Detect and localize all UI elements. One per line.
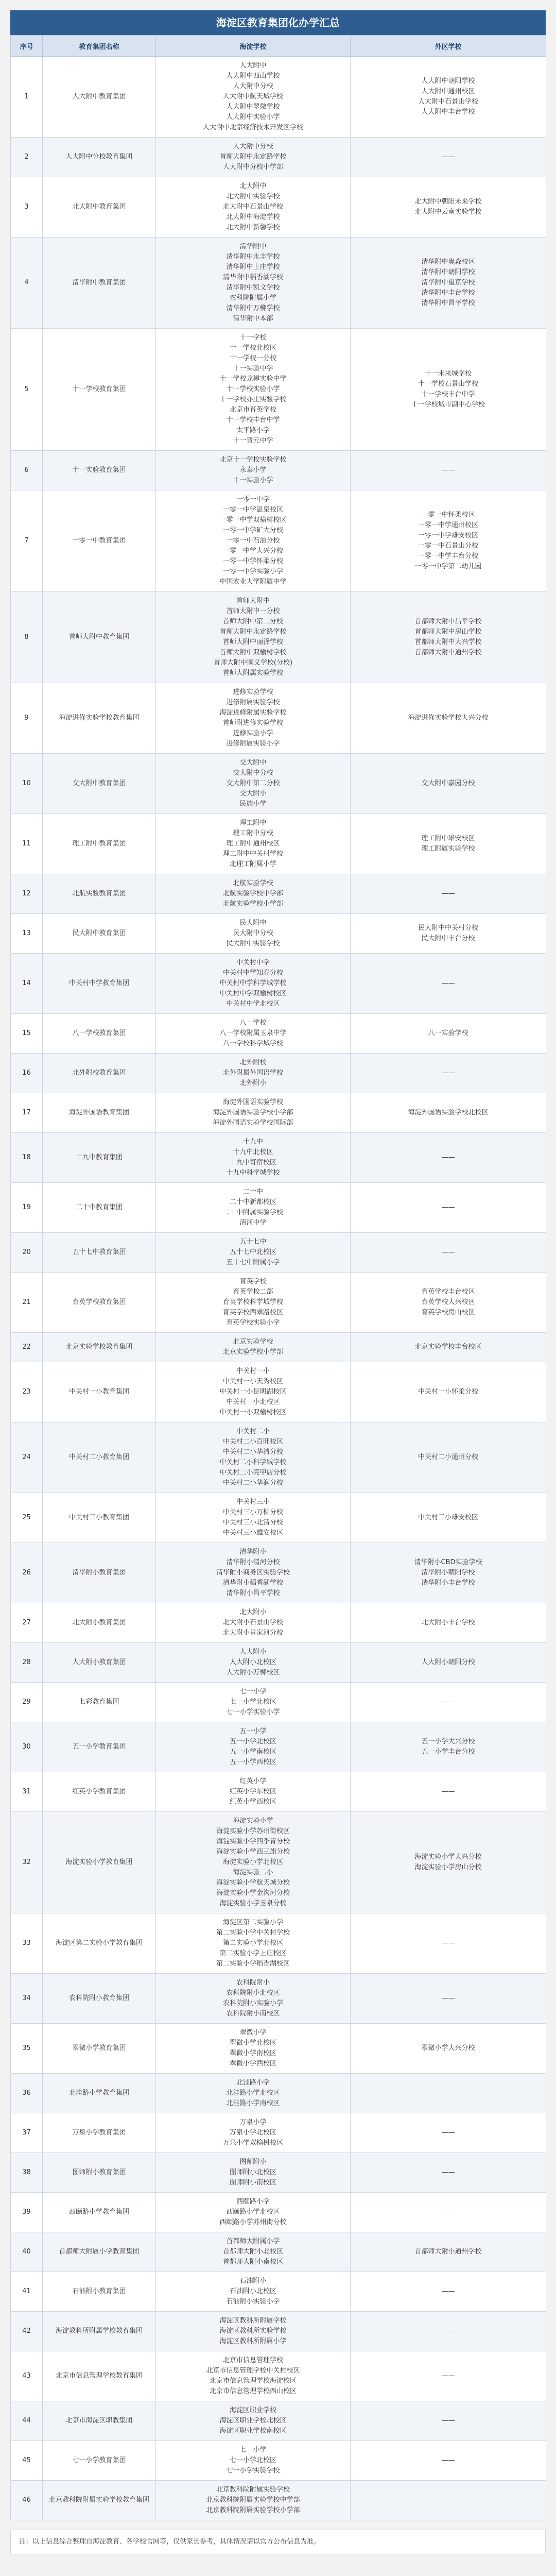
table-row [11, 329, 546, 451]
cell-group-name: 清华附小教育集团 [43, 1543, 156, 1603]
cell-no: 12 [11, 874, 43, 914]
cell-no: 24 [11, 1422, 43, 1493]
cell-outside-schools: 五一小学大兴分校 五一小学丰台分校 [351, 1722, 546, 1772]
cell-haidian-schools: 人大附中分校 首师大附中永定路学校 人大附中分校小学部 [156, 138, 351, 177]
cell-no: 15 [11, 1014, 43, 1054]
cell-outside-schools: 八一实验学校 [351, 1014, 546, 1054]
cell-no: 3 [11, 177, 43, 238]
table-body [11, 57, 546, 2520]
cell-no: 22 [11, 1333, 43, 1362]
cell-group-name: 北京实验学校教育集团 [43, 1333, 156, 1362]
cell-outside-schools: 人大附中朝阳学校 人大附中通州校区 人大附中石景山学校 人大附中丰台学校 [351, 57, 546, 138]
cell-no: 20 [11, 1233, 43, 1273]
cell-outside-schools: —— [351, 954, 546, 1014]
cell-haidian-schools: 北大附小 北大附小石景山学校 北大附小肖家河分校 [156, 1603, 351, 1643]
cell-group-name: 十一学校教育集团 [43, 329, 156, 451]
schools-table [10, 35, 546, 2520]
cell-haidian-schools: 人大附中 人大附中西山学校 人大附中分校 人大附中航天城学校 人大附中翠微学校 人大附中实验小学 人大附中北京经济技术开发区学校 [156, 57, 351, 138]
table-row [11, 177, 546, 238]
cell-haidian-schools: 中关村一小 中关村一小天秀校区 中关村一小昆明湖校区 中关村一小北校区 中关村一小双榆树校区 [156, 1362, 351, 1422]
cell-outside-schools: 首都师大附中昌平学校 首都师大附中房山学校 首都师大附中大兴学校 首都师大附中通州学校 [351, 592, 546, 683]
cell-no: 19 [11, 1183, 43, 1233]
cell-no: 31 [11, 1772, 43, 1812]
cell-outside-schools: 北大附中朝阳未来学校 北大附中云南实验学校 [351, 177, 546, 238]
cell-no: 28 [11, 1643, 43, 1683]
cell-haidian-schools: 五十七中 五十七中北校区 五十七中附属小学 [156, 1233, 351, 1273]
cell-group-name: 北外附校教育集团 [43, 1054, 156, 1093]
cell-outside-schools: 育英学校丰台校区 育英学校大兴校区 育英学校房山校区 [351, 1273, 546, 1333]
cell-group-name: 育英学校教育集团 [43, 1273, 156, 1333]
cell-haidian-schools: 二十中 二十中新都校区 二十中附属实验学校 清河中学 [156, 1183, 351, 1233]
cell-outside-schools: 北京实验学校丰台校区 [351, 1333, 546, 1362]
table-row [11, 754, 546, 814]
cell-group-name: 一零一中教育集团 [43, 490, 156, 592]
table-row [11, 914, 546, 954]
cell-no: 44 [11, 2401, 43, 2441]
cell-group-name: 理工附中教育集团 [43, 814, 156, 874]
cell-no: 25 [11, 1493, 43, 1543]
cell-outside-schools: —— [351, 1133, 546, 1183]
header-no: 序号 [11, 36, 43, 57]
cell-outside-schools: 中关村二小通州分校 [351, 1422, 546, 1493]
cell-haidian-schools: 北京教科院附属实验学校 北京教科院附属实验学校中学部 北京教科院附属实验学校小学部 [156, 2481, 351, 2520]
cell-haidian-schools: 育英学校 育英学校二部 育英学校科学城学校 育英学校西翠路校区 育英学校实验小学 [156, 1273, 351, 1333]
cell-no: 9 [11, 683, 43, 754]
table-row [11, 592, 546, 683]
table-row [11, 1603, 546, 1643]
table-row [11, 1772, 546, 1812]
cell-haidian-schools: 北航实验学校 北航实验学校中学部 北航实验学校小学部 [156, 874, 351, 914]
cell-group-name: 海淀外国语教育集团 [43, 1093, 156, 1133]
table-row [11, 1422, 546, 1493]
cell-haidian-schools: 翠微小学 翠微小学北校区 翠微小学南校区 翠微小学西校区 [156, 2024, 351, 2074]
cell-group-name: 北京市海淀区职教集团 [43, 2401, 156, 2441]
page-container [10, 0, 546, 2554]
cell-haidian-schools: 图师附小 图师附小北校区 图师附小南校区 [156, 2153, 351, 2193]
cell-no: 1 [11, 57, 43, 138]
table-row [11, 2272, 546, 2312]
footnote: 注：以上信息综合整理自海淀教育、各学校官网等，仅供家长参考，具体情况请以官方公布信息为准。 [10, 2530, 546, 2554]
cell-no: 32 [11, 1812, 43, 1913]
cell-outside-schools: —— [351, 1772, 546, 1812]
table-row [11, 238, 546, 329]
table-row [11, 2441, 546, 2481]
cell-group-name: 民大附中教育集团 [43, 914, 156, 954]
cell-group-name: 农科院附小教育集团 [43, 1974, 156, 2024]
table-row [11, 1014, 546, 1054]
cell-no: 6 [11, 451, 43, 490]
table-row [11, 2232, 546, 2272]
cell-group-name: 七一小学教育集团 [43, 2441, 156, 2481]
cell-haidian-schools: 五一小学 五一小学北校区 五一小学南校区 五一小学西校区 [156, 1722, 351, 1772]
cell-haidian-schools: 清华附小 清华附小清河分校 清华附小商务区实验学校 清华附小稻香湖学校 清华附小昌平学校 [156, 1543, 351, 1603]
cell-group-name: 翠微小学教育集团 [43, 2024, 156, 2074]
cell-outside-schools: —— [351, 2312, 546, 2351]
cell-no: 37 [11, 2113, 43, 2153]
cell-group-name: 人大附中分校教育集团 [43, 138, 156, 177]
cell-haidian-schools: 中关村三小 中关村三小万柳分校 中关村三小北清分校 中关村三小雄安校区 [156, 1493, 351, 1543]
cell-outside-schools: 交大附中嘉园分校 [351, 754, 546, 814]
cell-haidian-schools: 北京十一学校实验学校 永泰小学 十一实验小学 [156, 451, 351, 490]
cell-group-name: 北大附小教育集团 [43, 1603, 156, 1643]
cell-no: 4 [11, 238, 43, 329]
cell-outside-schools: —— [351, 2481, 546, 2520]
cell-outside-schools: —— [351, 2272, 546, 2312]
table-row [11, 814, 546, 874]
cell-outside-schools: 首都师大附小通州学校 [351, 2232, 546, 2272]
table-row [11, 2113, 546, 2153]
cell-no: 10 [11, 754, 43, 814]
cell-group-name: 十一实验教育集团 [43, 451, 156, 490]
table-row [11, 874, 546, 914]
table-row [11, 1233, 546, 1273]
cell-outside-schools: —— [351, 2441, 546, 2481]
cell-no: 46 [11, 2481, 43, 2520]
cell-no: 21 [11, 1273, 43, 1333]
cell-haidian-schools: 海淀实验小学 海淀实验小学苏州街校区 海淀实验小学四季青分校 海淀实验小学西三旗分校 海淀实验小学北校区 海淀实验二小 海淀实验小学航天城分校 海淀实验小学金沟河分校 海淀实验小学玉泉分校 [156, 1812, 351, 1913]
cell-group-name: 西颐路小学教育集团 [43, 2193, 156, 2232]
table-row [11, 1913, 546, 1974]
cell-group-name: 海淀进修实验学校教育集团 [43, 683, 156, 754]
cell-no: 23 [11, 1362, 43, 1422]
cell-haidian-schools: 北京市信息管理学校 北京市信息管理学校中关村校区 北京市信息管理学校海淀校区 北京市信息管理学校西山校区 [156, 2351, 351, 2401]
cell-no: 41 [11, 2272, 43, 2312]
cell-haidian-schools: 北洼路小学 北洼路小学北校区 北洼路小学南校区 [156, 2074, 351, 2113]
table-row [11, 1333, 546, 1362]
table-header [11, 36, 546, 57]
header-haidian: 海淀学校 [156, 36, 351, 57]
page-title: 海淀区教育集团化办学汇总 [10, 10, 546, 35]
cell-no: 45 [11, 2441, 43, 2481]
cell-haidian-schools: 中关村二小 中关村二小百旺校区 中关村二小华清分校 中关村二小科学城学校 中关村二小亮甲店分校 中关村二小华润分校 [156, 1422, 351, 1493]
cell-haidian-schools: 首都师大附属小学 首都师大附小北校区 首都师大附小南校区 [156, 2232, 351, 2272]
table-row [11, 1683, 546, 1722]
cell-outside-schools: —— [351, 1913, 546, 1974]
table-row [11, 2401, 546, 2441]
cell-no: 36 [11, 2074, 43, 2113]
cell-haidian-schools: 清华附中 清华附中永丰学校 清华附中上庄学校 清华附中稻香湖学校 清华附中凯文学校 农科院附属小学 清华附中万柳学校 清华附中本部 [156, 238, 351, 329]
cell-haidian-schools: 七一小学 七一小学北校区 七一小学实验学校 [156, 2441, 351, 2481]
cell-outside-schools: —— [351, 2351, 546, 2401]
table-row [11, 490, 546, 592]
cell-group-name: 十九中教育集团 [43, 1133, 156, 1183]
cell-group-name: 人大附中教育集团 [43, 57, 156, 138]
cell-no: 11 [11, 814, 43, 874]
cell-haidian-schools: 八一学校 八一学校附属玉泉中学 八一学校科学城学校 [156, 1014, 351, 1054]
table-row [11, 1183, 546, 1233]
cell-haidian-schools: 民大附中 民大附中分校 民大附中实验学校 [156, 914, 351, 954]
cell-haidian-schools: 西颐路小学 西颐路小学北校区 西颐路小学苏州街分校 [156, 2193, 351, 2232]
cell-no: 17 [11, 1093, 43, 1133]
cell-outside-schools: 理工附中雄安校区 理工附属实验学校 [351, 814, 546, 874]
cell-group-name: 图师附小教育集团 [43, 2153, 156, 2193]
table-row [11, 1362, 546, 1422]
table-row [11, 1543, 546, 1603]
cell-outside-schools: —— [351, 2193, 546, 2232]
cell-haidian-schools: 北大附中 北大附中实验学校 北大附中石景山学校 北大附中海淀学校 北大附中新馨学校 [156, 177, 351, 238]
cell-group-name: 红英小学教育集团 [43, 1772, 156, 1812]
cell-group-name: 首师大附中教育集团 [43, 592, 156, 683]
cell-no: 35 [11, 2024, 43, 2074]
cell-outside-schools: —— [351, 1183, 546, 1233]
cell-haidian-schools: 十九中 十九中北校区 十九中寄宿校区 十九中科学城学校 [156, 1133, 351, 1183]
cell-haidian-schools: 理工附中 理工附中分校 理工附中通州校区 理工附中中关村学校 北理工附属小学 [156, 814, 351, 874]
cell-haidian-schools: 农科院附小 农科院附小北校区 农科院附小实验小学 农科院附小南校区 [156, 1974, 351, 2024]
cell-outside-schools: 民大附中中关村分校 民大附中丰台分校 [351, 914, 546, 954]
cell-haidian-schools: 交大附中 交大附中分校 交大附中第二分校 交大附小 民族小学 [156, 754, 351, 814]
cell-group-name: 交大附中教育集团 [43, 754, 156, 814]
cell-haidian-schools: 万泉小学 万泉小学北校区 万泉小学双榆树校区 [156, 2113, 351, 2153]
table-row [11, 57, 546, 138]
table-row [11, 138, 546, 177]
table-row [11, 954, 546, 1014]
table-row [11, 1493, 546, 1543]
cell-no: 42 [11, 2312, 43, 2351]
table-row [11, 1643, 546, 1683]
cell-outside-schools: 清华附中奥森校区 清华附中朝阳学校 清华附中望京学校 清华附中丰台学校 清华附中昌平学校 [351, 238, 546, 329]
cell-no: 40 [11, 2232, 43, 2272]
cell-haidian-schools: 海淀外国语实验学校 海淀外国语实验学校小学部 海淀外国语实验学校国际部 [156, 1093, 351, 1133]
cell-outside-schools: 清华附小CBD实验学校 清华附小朝阳学校 清华附小丰台学校 [351, 1543, 546, 1603]
header-outside: 外区学校 [351, 36, 546, 57]
cell-haidian-schools: 北京实验学校 北京实验学校小学部 [156, 1333, 351, 1362]
cell-outside-schools: 北大附小丰台学校 [351, 1603, 546, 1643]
cell-haidian-schools: 进修实验学校 进修附属实验学校 海淀进修附属实验学校 首师附进修实验学校 进修实验小学 进修附属实验小学 [156, 683, 351, 754]
table-row [11, 2153, 546, 2193]
cell-haidian-schools: 七一小学 七一小学北校区 七一小学实验小学 [156, 1683, 351, 1722]
cell-outside-schools: —— [351, 138, 546, 177]
cell-group-name: 人大附小教育集团 [43, 1643, 156, 1683]
cell-outside-schools: 一零一中怀柔校区 一零一中学通州校区 一零一中学雄安校区 一零一中石景山分校 一零一中学丰台分校 一零一中学第二幼儿园 [351, 490, 546, 592]
cell-no: 39 [11, 2193, 43, 2232]
cell-outside-schools: 海淀实验小学大兴分校 海淀实验小学房山分校 [351, 1812, 546, 1913]
cell-haidian-schools: 一零一中学 一零一中学温泉校区 一零一中学双榆树校区 一零一中学矿大分校 一零一中石油分校 一零一中学大兴分校 一零一中学怀柔分校 一零一中学实验小学 中国农业大学附属中学 [156, 490, 351, 592]
cell-no: 30 [11, 1722, 43, 1772]
cell-no: 18 [11, 1133, 43, 1183]
cell-group-name: 北京教科院附属实验学校教育集团 [43, 2481, 156, 2520]
cell-outside-schools: —— [351, 2113, 546, 2153]
table-row [11, 2312, 546, 2351]
cell-group-name: 七彩教育集团 [43, 1683, 156, 1722]
cell-group-name: 中关村二小教育集团 [43, 1422, 156, 1493]
cell-outside-schools: —— [351, 2401, 546, 2441]
cell-no: 26 [11, 1543, 43, 1603]
cell-outside-schools: 中关村一小怀柔分校 [351, 1362, 546, 1422]
cell-haidian-schools: 人大附小 人大附小北校区 人大附小万柳校区 [156, 1643, 351, 1683]
cell-no: 38 [11, 2153, 43, 2193]
cell-outside-schools: —— [351, 874, 546, 914]
cell-outside-schools: 海淀进修实验学校大兴分校 [351, 683, 546, 754]
cell-group-name: 首都师大附属小学教育集团 [43, 2232, 156, 2272]
table-row [11, 2481, 546, 2520]
cell-haidian-schools: 中关村中学 中关村中学知春分校 中关村中学科学城学校 中关村中学双榆树校区 中关村中学北校区 [156, 954, 351, 1014]
cell-no: 34 [11, 1974, 43, 2024]
cell-outside-schools: 海淀外国语实验学校北校区 [351, 1093, 546, 1133]
table-row [11, 2024, 546, 2074]
cell-outside-schools: —— [351, 1054, 546, 1093]
cell-group-name: 五十七中教育集团 [43, 1233, 156, 1273]
table-row [11, 1722, 546, 1772]
cell-group-name: 中关村中学教育集团 [43, 954, 156, 1014]
cell-group-name: 海淀区第二实验小学教育集团 [43, 1913, 156, 1974]
cell-outside-schools: —— [351, 1683, 546, 1722]
cell-group-name: 海淀实验小学教育集团 [43, 1812, 156, 1913]
cell-outside-schools: 翠微小学大兴分校 [351, 2024, 546, 2074]
cell-no: 33 [11, 1913, 43, 1974]
cell-outside-schools: —— [351, 1233, 546, 1273]
table-row [11, 451, 546, 490]
cell-group-name: 北大附中教育集团 [43, 177, 156, 238]
cell-haidian-schools: 红英小学 红英小学东校区 红英小学西校区 [156, 1772, 351, 1812]
cell-group-name: 八一学校教育集团 [43, 1014, 156, 1054]
cell-no: 16 [11, 1054, 43, 1093]
table-row [11, 1133, 546, 1183]
cell-group-name: 海淀教科所附属学校教育集团 [43, 2312, 156, 2351]
cell-haidian-schools: 海淀区第二实验小学 第二实验小学中关村学校 第二实验小学北校区 第二实验小学上庄校区 第二实验小学稻香湖校区 [156, 1913, 351, 1974]
header-name: 教育集团名称 [43, 36, 156, 57]
cell-no: 2 [11, 138, 43, 177]
cell-outside-schools: —— [351, 1974, 546, 2024]
table-row [11, 2193, 546, 2232]
cell-no: 14 [11, 954, 43, 1014]
cell-outside-schools: —— [351, 2153, 546, 2193]
cell-haidian-schools: 海淀区职业学校 海淀区职业学校北校区 海淀区职业学校南校区 [156, 2401, 351, 2441]
cell-no: 27 [11, 1603, 43, 1643]
table-row [11, 2351, 546, 2401]
cell-group-name: 二十中教育集团 [43, 1183, 156, 1233]
table-row [11, 1093, 546, 1133]
cell-no: 5 [11, 329, 43, 451]
cell-group-name: 中关村一小教育集团 [43, 1362, 156, 1422]
cell-no: 29 [11, 1683, 43, 1722]
cell-group-name: 北洼路小学教育集团 [43, 2074, 156, 2113]
table-row [11, 683, 546, 754]
cell-group-name: 万泉小学教育集团 [43, 2113, 156, 2153]
table-row [11, 1054, 546, 1093]
cell-group-name: 北京市信息管理学校教育集团 [43, 2351, 156, 2401]
table-row [11, 1273, 546, 1333]
cell-no: 8 [11, 592, 43, 683]
table-row [11, 1974, 546, 2024]
cell-haidian-schools: 海淀区教科所附属学校 海淀区教科所实验学校 海淀区教科所附属小学 [156, 2312, 351, 2351]
cell-no: 7 [11, 490, 43, 592]
cell-group-name: 北航实验教育集团 [43, 874, 156, 914]
table-row [11, 1812, 546, 1913]
table-row [11, 2074, 546, 2113]
cell-outside-schools: 十一未来城学校 十一学校石景山学校 十一学校丰台中学 十一学校城市副中心学校 [351, 329, 546, 451]
cell-outside-schools: 人大附小朝阳分校 [351, 1643, 546, 1683]
cell-haidian-schools: 石油附小 石油附小北校区 石油附小实验小学 [156, 2272, 351, 2312]
cell-haidian-schools: 十一学校 十一学校北校区 十一学校一分校 十一实验中学 十一学校龙樾实验中学 十一学校实验小学 十一学校亦庄实验学校 北京市育英学校 十一学校丰台中学 太平路小学 十一晋元中学 [156, 329, 351, 451]
cell-group-name: 石油附小教育集团 [43, 2272, 156, 2312]
cell-group-name: 中关村三小教育集团 [43, 1493, 156, 1543]
cell-outside-schools: —— [351, 2074, 546, 2113]
cell-outside-schools: —— [351, 451, 546, 490]
cell-no: 43 [11, 2351, 43, 2401]
cell-haidian-schools: 北外附校 北外附属外国语学校 北外附小 [156, 1054, 351, 1093]
cell-no: 13 [11, 914, 43, 954]
cell-haidian-schools: 首师大附中 首师大附中一分校 首师大附中第二分校 首师大附中永定路学校 首师大附中丽泽学校 首师大附中双榆树学校 首师大附中顺义学校(分校) 首师大附属实验学校 [156, 592, 351, 683]
cell-group-name: 清华附中教育集团 [43, 238, 156, 329]
cell-outside-schools: 中关村三小雄安校区 [351, 1493, 546, 1543]
cell-group-name: 五一小学教育集团 [43, 1722, 156, 1772]
